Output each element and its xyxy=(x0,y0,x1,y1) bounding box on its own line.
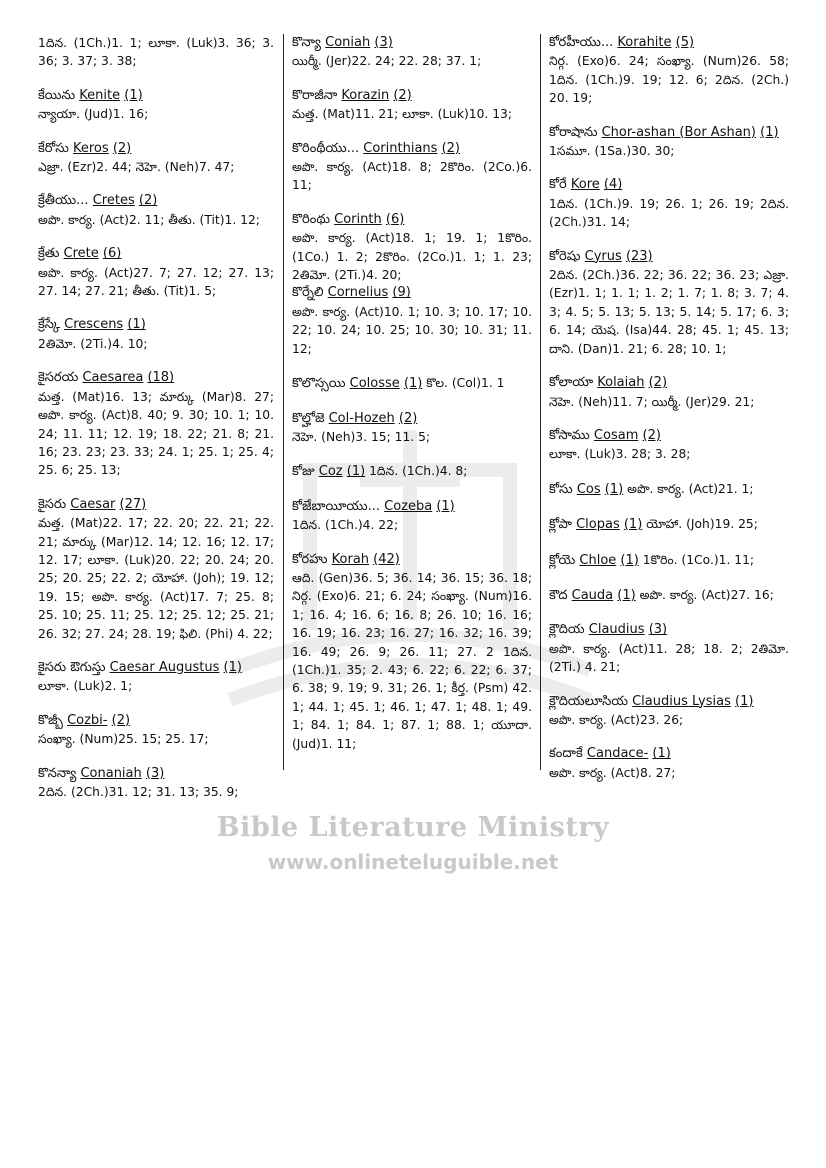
entry-references: నెహె. (Neh)11. 7; యిర్మీ. (Jer)29. 21; xyxy=(549,394,755,409)
entry-references: అపొ. కార్య. (Act)11. 28; 18. 2; 2తిమో. (2Ti.) 4. 21; xyxy=(549,641,789,675)
entry-references: అపొ. కార్య. (Act)27. 7; 27. 12; 27. 13; 27. 14; 27. 21; తీతు. (Tit)1. 5; xyxy=(38,265,274,299)
column-divider xyxy=(283,34,284,770)
entry-telugu-name: కోరాషాను xyxy=(549,124,598,140)
index-entry xyxy=(549,480,789,499)
entry-count: (2) xyxy=(398,410,418,426)
index-entry xyxy=(292,284,532,358)
entry-english-name: Col-Hozeh xyxy=(328,410,395,426)
entry-heading xyxy=(549,693,789,711)
entry-count: (1) xyxy=(436,498,455,514)
entry-english-name: Cornelius xyxy=(327,285,389,301)
entry-references: అపొ. కార్య. (Act)23. 26; xyxy=(549,712,684,727)
index-entry xyxy=(549,124,789,161)
entry-references: మత్త. (Mat)16. 13; మార్కు (Mar)8. 27; అపొ. కార్య. (Act)8. 40; 9. 30; 10. 1; 10. 24; 11. 11; 12. 19; 18. 22; 21. 8; 21. 16; 23. 23; 23. 33; 24. 1; 25. 1; 25. 4; 25. 6; 25. 13; xyxy=(38,389,274,478)
entry-english-name: Conaniah xyxy=(80,765,142,781)
entry-english-name: Corinth xyxy=(334,211,382,227)
entry-references: నెహె. (Neh)3. 15; 11. 5; xyxy=(292,429,431,444)
entry-telugu-name: కైసరు xyxy=(38,496,67,512)
index-entry xyxy=(38,496,274,643)
entry-heading xyxy=(292,34,532,52)
entry-telugu-name: కొరింథీయు... xyxy=(292,140,360,156)
entry-count: (3) xyxy=(648,622,668,638)
entry-references: లూకా. (Luk)2. 1; xyxy=(38,679,133,694)
index-entry xyxy=(549,374,789,411)
index-entry xyxy=(549,621,789,676)
entry-heading xyxy=(549,745,789,763)
entry-heading xyxy=(38,765,274,783)
entry-count: (1) xyxy=(652,746,671,762)
entry-english-name: Korazin xyxy=(341,87,390,103)
entry-english-name: Chor-ashan (Bor Ashan) xyxy=(601,124,756,140)
entry-english-name: Candace- xyxy=(586,746,649,762)
entry-count: (1) xyxy=(623,517,643,533)
entry-references: 2దిన. (2Ch.)36. 22; 36. 22; 36. 23; ఎజ్రా. (Ezr)1. 1; 1. 1; 1. 2; 1. 7; 1. 8; 3. 7; 4. 3; 4. 5; 5. 13; 5. 13; 5. 14; 5. 17; 6. 3; 6. 14; యెష. (Isa)44. 28; 45. 1; 45. 13; దాని. (Dan)1. 21; 6. 28; 10. 1; xyxy=(549,268,789,356)
entry-references: నిర్గ. (Exo)6. 24; సంఖ్యా. (Num)26. 58; 1దిన. (1Ch.)9. 19; 12. 6; 2దిన. (2Ch.) 20. 19; xyxy=(549,54,789,106)
entry-telugu-name: క్రేతు xyxy=(38,246,60,262)
entry-english-name: Keros xyxy=(73,140,109,156)
entry-telugu-name: క్రేస్కే xyxy=(38,317,60,333)
entry-telugu-name: క్లోయె xyxy=(549,552,576,568)
entry-heading xyxy=(292,551,532,569)
index-entry xyxy=(292,140,532,195)
entry-english-name: Kenite xyxy=(79,87,121,103)
entry-telugu-name: కొజ్బీ xyxy=(38,712,63,728)
entry-count: (2) xyxy=(138,193,158,209)
entry-telugu-name: కందాకే xyxy=(549,746,583,762)
entry-english-name: Crescens xyxy=(64,317,124,333)
entry-references: 1దిన. (1Ch.)9. 19; 26. 1; 26. 19; 2దిన. (2Ch.)31. 14; xyxy=(549,196,789,230)
entry-heading xyxy=(292,376,422,391)
index-entry xyxy=(549,176,789,231)
column-1 xyxy=(38,34,274,817)
entry-telugu-name: కేరోసు xyxy=(38,140,69,156)
entry-count: (2) xyxy=(393,87,412,103)
entry-heading xyxy=(292,410,532,428)
entry-heading xyxy=(38,140,274,158)
entry-count: (1) xyxy=(617,587,636,603)
entry-telugu-name: కైసరు ఔగుస్తు xyxy=(38,659,106,675)
entry-references: ఆది. (Gen)36. 5; 36. 14; 36. 15; 36. 18; నిర్గ. (Exo)6. 21; 6. 24; సంఖ్యా. (Num)16. 1; 16. 4; 16. 6; 16. 8; 26. 10; 16. 16; 16. 19; 16. 23; 16. 27; 16. 32; 16. 39; 16. 49; 26. 9; 26. 11; 27. 2 1దిన. (1Ch.)1. 35; 2. 43; 6. 22; 6. 22; 6. 37; 6. 38; 9. 19; 9. 31; 26. 1; కీర్త. (Psm) 42. 1; 44. 1; 45. 1; 46. 1; 47. 1; 48. 1; 49. 1; 84. 1; 84. 1; 87. 1; 88. 1; యూదా. (Jud)1. 11; xyxy=(292,570,532,751)
entry-english-name: Cretes xyxy=(92,193,135,209)
entry-telugu-name: కోసాము xyxy=(549,427,590,443)
entry-english-name: Cyrus xyxy=(584,248,622,264)
entry-telugu-name: కొనన్యా xyxy=(38,765,77,781)
index-entry xyxy=(292,211,532,285)
entry-heading xyxy=(549,176,789,194)
entry-heading xyxy=(38,316,274,334)
entry-references: మత్త. (Mat)11. 21; లూకా. (Luk)10. 13; xyxy=(292,107,513,122)
entry-telugu-name: కోరహీయు... xyxy=(549,35,614,50)
entry-references: అపొ. కార్య. (Act)18. 8; 2కొరిం. (2Co.)6. 11; xyxy=(292,160,532,193)
watermark-title: Bible Literature Ministry xyxy=(216,812,610,843)
entry-references: లూకా. (Luk)3. 28; 3. 28; xyxy=(549,447,691,462)
index-entry xyxy=(292,551,532,753)
entry-telugu-name: కోరెషు xyxy=(549,248,581,264)
entry-telugu-name: కౌద xyxy=(549,587,568,603)
entry-references: అపొ. కార్య. (Act)18. 1; 19. 1; 1కొరిం. (1Co.) 1. 2; 2కొరిం. (2Co.)1. 1; 1. 23; 2తిమో. (2Ti.)4. 20; xyxy=(292,231,532,283)
entry-references: 1కొరిం. (1Co.)1. 11; xyxy=(642,552,755,567)
entry-references: అపొ. కార్య. (Act)27. 16; xyxy=(639,587,774,602)
entry-heading xyxy=(549,588,636,603)
index-entry xyxy=(292,462,532,481)
watermark-url: www.onlineteluguible.net xyxy=(267,850,559,874)
entry-telugu-name: క్లౌదియలూసియ xyxy=(549,693,628,709)
entry-heading xyxy=(292,87,532,105)
entry-count: (1) xyxy=(735,693,754,709)
index-entry xyxy=(38,87,274,124)
entry-count: (18) xyxy=(147,370,175,386)
entry-telugu-name: క్రేతీయు... xyxy=(38,193,89,209)
entry-count: (5) xyxy=(675,35,695,50)
entry-references: అపొ. కార్య. (Act)10. 1; 10. 3; 10. 17; 10. 22; 10. 24; 10. 25; 10. 30; 10. 31; 11. 12; xyxy=(292,304,532,356)
entry-heading xyxy=(549,34,789,52)
entry-count: (1) xyxy=(620,552,639,568)
entry-references: సంఖ్యా. (Num)25. 15; 25. 17; xyxy=(38,732,209,747)
entry-count: (2) xyxy=(112,140,132,156)
entry-references: యిర్మీ. (Jer)22. 24; 22. 28; 37. 1; xyxy=(292,54,482,69)
index-entry xyxy=(549,551,789,570)
index-entry xyxy=(38,659,274,696)
index-entry xyxy=(38,245,274,300)
entry-english-name: Kolaiah xyxy=(597,375,645,391)
entry-english-name: Caesar xyxy=(70,496,116,512)
entry-telugu-name: కొరింథు xyxy=(292,211,331,227)
entry-english-name: Korahite xyxy=(617,35,672,50)
index-entry xyxy=(38,34,274,71)
entry-heading xyxy=(549,482,623,497)
entry-count: (1) xyxy=(403,376,423,392)
index-entry xyxy=(549,34,789,108)
entry-heading xyxy=(292,211,532,229)
entry-references: అపొ. కార్య. (Act)8. 27; xyxy=(549,765,676,780)
entry-count: (3) xyxy=(374,35,393,50)
entry-english-name: Crete xyxy=(63,246,99,262)
entry-telugu-name: కొలొస్సయి xyxy=(292,376,346,392)
entry-heading xyxy=(38,192,274,210)
entry-heading xyxy=(549,621,789,639)
entry-count: (9) xyxy=(392,285,411,301)
index-entry xyxy=(549,693,789,730)
index-entry xyxy=(292,498,532,535)
entry-telugu-name: కోజేబాయీయు... xyxy=(292,498,380,514)
entry-english-name: Coz xyxy=(318,464,343,480)
entry-count: (27) xyxy=(119,496,147,512)
index-entry xyxy=(38,140,274,177)
entry-count: (1) xyxy=(760,124,779,140)
entry-heading xyxy=(292,464,365,479)
entry-count: (2) xyxy=(642,427,661,443)
entry-english-name: Claudius xyxy=(588,622,645,638)
entry-telugu-name: కేయిను xyxy=(38,87,76,103)
entry-count: (23) xyxy=(625,248,653,264)
entry-heading xyxy=(549,427,789,445)
index-entry xyxy=(38,369,274,479)
entry-references: 1సమూ. (1Sa.)30. 30; xyxy=(549,144,675,159)
index-entry xyxy=(38,192,274,229)
entry-telugu-name: కోసు xyxy=(549,481,573,497)
entry-heading xyxy=(549,517,642,532)
entry-english-name: Coniah xyxy=(325,35,371,50)
entry-heading xyxy=(549,248,789,266)
entry-heading xyxy=(292,498,532,516)
index-entry xyxy=(38,712,274,749)
entry-heading xyxy=(38,659,274,677)
entry-references: 2దిన. (2Ch.)31. 12; 31. 13; 35. 9; xyxy=(38,785,239,799)
entry-telugu-name: క్లౌదియ xyxy=(549,622,585,638)
entry-telugu-name: కొర్నేలి xyxy=(292,285,324,301)
entry-telugu-name: కోరే xyxy=(549,177,567,193)
index-entry xyxy=(549,745,789,782)
entry-count: (2) xyxy=(648,375,668,391)
entry-english-name: Colosse xyxy=(349,376,400,392)
entry-english-name: Korah xyxy=(331,551,370,567)
entry-english-name: Cosam xyxy=(593,427,639,443)
entry-count: (1) xyxy=(127,317,146,333)
entry-count: (42) xyxy=(373,551,400,567)
entry-heading xyxy=(549,374,789,392)
entry-english-name: Cauda xyxy=(571,587,614,603)
column-divider xyxy=(540,34,541,770)
entry-references: 2తిమో. (2Ti.)4. 10; xyxy=(38,336,148,351)
entry-count: (1) xyxy=(124,87,143,103)
index-entry xyxy=(549,586,789,605)
entry-references: ఎజ్రా. (Ezr)2. 44; నెహె. (Neh)7. 47; xyxy=(38,160,235,175)
entry-count: (2) xyxy=(111,712,131,728)
entry-telugu-name: కోరహు xyxy=(292,551,328,567)
index-entry xyxy=(549,248,789,358)
entry-references: 1దిన. (1Ch.)1. 1; లూకా. (Luk)3. 36; 3. 36; 3. 37; 3. 38; xyxy=(38,36,274,69)
index-entry xyxy=(292,87,532,124)
entry-english-name: Corinthians xyxy=(363,140,438,156)
entry-count: (1) xyxy=(223,659,242,675)
entry-references: మత్త. (Mat)22. 17; 22. 20; 22. 21; 22. 21; మార్కు (Mar)12. 14; 12. 16; 12. 17; 12. 17; లూకా. (Luk)20. 22; 20. 24; 20. 25; 20. 25; 22. 2; యోహా. (Joh); 19. 12; 19. 15; అపొ. కార్య. (Act)17. 7; 25. 8; 25. 10; 25. 11; 25. 12; 25. 12; 25. 21; 26. 32; 27. 24; 28. 19; ఫిలి. (Phi) 4. 22; xyxy=(38,516,274,641)
entry-count: (1) xyxy=(346,464,366,480)
entry-english-name: Cozbi- xyxy=(67,712,108,728)
entry-english-name: Caesar Augustus xyxy=(109,659,220,675)
index-entry xyxy=(38,316,274,353)
entry-count: (1) xyxy=(604,481,624,497)
entry-count: (3) xyxy=(145,765,165,781)
entry-telugu-name: క్లోపా xyxy=(549,517,572,533)
entry-heading xyxy=(38,712,274,730)
entry-heading xyxy=(549,124,789,142)
entry-heading xyxy=(292,284,532,302)
entry-english-name: Caesarea xyxy=(82,370,144,386)
entry-references: న్యాయా. (Jud)1. 16; xyxy=(38,107,149,122)
entry-english-name: Chloe xyxy=(579,552,617,568)
entry-telugu-name: కైసరయ xyxy=(38,370,79,386)
index-entry xyxy=(549,515,789,534)
entry-references: అపొ. కార్య. (Act)2. 11; తీతు. (Tit)1. 12; xyxy=(38,212,260,227)
entry-references: 1దిన. (1Ch.)4. 22; xyxy=(292,518,399,533)
entry-telugu-name: కొన్యా xyxy=(292,35,321,50)
entry-references: అపొ. కార్య. (Act)21. 1; xyxy=(627,481,754,496)
entry-english-name: Kore xyxy=(570,177,600,193)
entry-heading xyxy=(38,369,274,387)
index-entry xyxy=(292,410,532,447)
entry-count: (4) xyxy=(603,177,623,193)
entry-telugu-name: కోజు xyxy=(292,464,315,480)
entry-english-name: Cozeba xyxy=(384,498,433,514)
entry-telugu-name: కోలాయా xyxy=(549,375,594,391)
entry-english-name: Cos xyxy=(576,481,601,497)
entry-count: (2) xyxy=(441,140,460,156)
column-3 xyxy=(549,34,789,798)
entry-english-name: Clopas xyxy=(576,517,620,533)
entry-heading xyxy=(549,553,639,568)
entry-references: కొల. (Col)1. 1 xyxy=(426,376,505,391)
index-entry xyxy=(549,427,789,464)
entry-english-name: Claudius Lysias xyxy=(632,693,731,709)
entry-references: యోహా. (Joh)19. 25; xyxy=(646,517,758,532)
entry-heading xyxy=(292,140,532,158)
entry-heading xyxy=(38,245,274,263)
entry-count: (6) xyxy=(385,211,405,227)
entry-count: (6) xyxy=(102,246,122,262)
entry-references: 1దిన. (1Ch.)4. 8; xyxy=(369,464,468,479)
entry-heading xyxy=(38,87,274,105)
index-entry xyxy=(292,34,532,71)
index-entry xyxy=(292,374,532,393)
column-2 xyxy=(292,34,532,769)
entry-telugu-name: కొల్హోజె xyxy=(292,410,325,426)
index-entry xyxy=(38,765,274,802)
entry-heading xyxy=(38,496,274,514)
entry-telugu-name: కొరాజీనా xyxy=(292,87,338,103)
